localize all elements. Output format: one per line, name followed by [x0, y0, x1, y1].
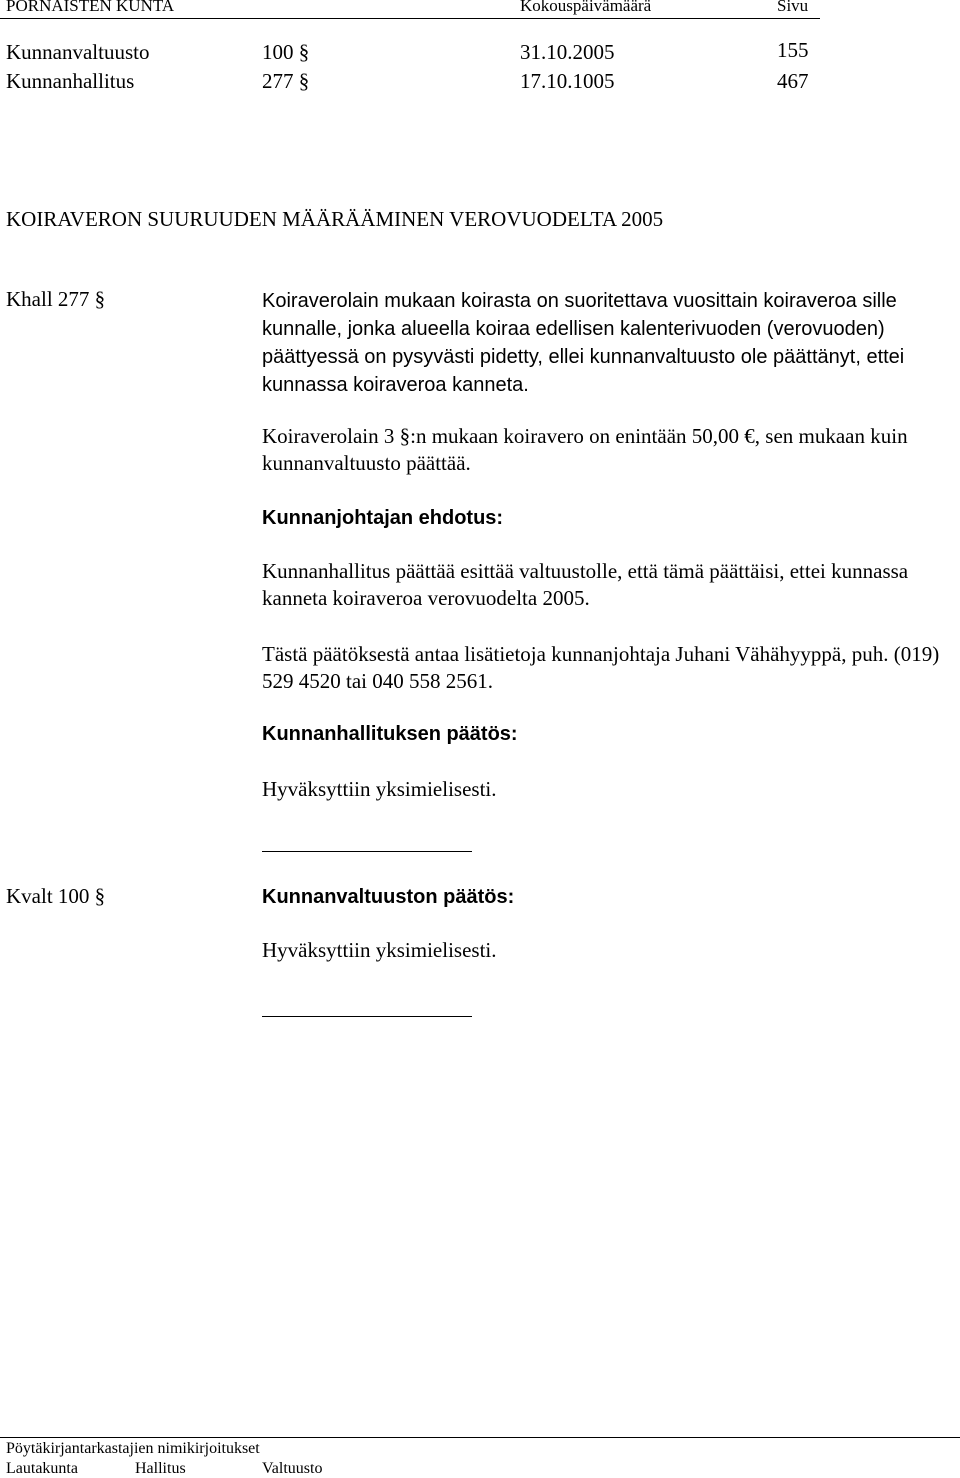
info-text: Tästä päätöksestä antaa lisätietoja kunnanjohtaja Juhani Vähähyyppä, puh. (019) 529 4520 tai 040 558 2561. [262, 642, 940, 693]
header-date-label: Kokouspäivämäärä [520, 0, 652, 15]
board-decision-text: Hyväksyttiin yksimielisesti. [262, 777, 497, 801]
meeting-date-board: 17.10.1005 [520, 69, 615, 93]
board-decision-heading: Kunnanhallituksen päätös: [262, 723, 518, 745]
footer-divider [0, 1437, 960, 1438]
footer-col-board: Hallitus [135, 1460, 186, 1477]
meeting-section-board: 277 § [262, 69, 310, 93]
separator-line [262, 1016, 472, 1017]
khall-paragraph-2: Koiraverolain 3 §:n mukaan koiravero on enintään 50,00 €, sen mukaan kuin kunnanvaltuusto päättää. [262, 424, 908, 475]
meeting-body-board: Kunnanhallitus [6, 69, 135, 93]
footer-signatures-label: Pöytäkirjantarkastajien nimikirjoitukset [6, 1440, 260, 1457]
municipality-name: PORNAISTEN KUNTA [6, 0, 175, 15]
proposal-heading: Kunnanjohtajan ehdotus: [262, 507, 504, 529]
council-decision-text: Hyväksyttiin yksimielisesti. [262, 938, 497, 962]
meeting-date-council: 31.10.2005 [520, 40, 615, 64]
separator-line [262, 851, 472, 852]
meeting-body-council: Kunnanvaltuusto [6, 40, 150, 64]
council-decision-heading: Kunnanvaltuuston päätös: [262, 886, 515, 908]
header-page-label: Sivu [777, 0, 809, 15]
footer-col-committee: Lautakunta [6, 1460, 78, 1477]
footer-col-council: Valtuusto [262, 1460, 323, 1477]
document-title: KOIRAVERON SUURUUDEN MÄÄRÄÄMINEN VEROVUODELTA 2005 [6, 207, 664, 231]
khall-paragraph-1: Koiraverolain mukaan koirasta on suoritettava vuosittain koiraveroa sille kunnalle, jonka alueella koiraa edellisen kalenterivuoden (verovuoden) päättyessä on pysyvästi pidetty, ellei kunnanvaltuusto ole päättänyt, ettei kunnassa koiraveroa kanneta. [262, 290, 905, 396]
meeting-section-council: 100 § [262, 40, 310, 64]
kvalt-section-label: Kvalt 100 § [6, 884, 106, 908]
khall-section-label: Khall 277 § [6, 287, 106, 311]
meeting-page-board: 467 [777, 69, 809, 93]
header-divider [0, 18, 820, 19]
proposal-text: Kunnanhallitus päättää esittää valtuustolle, että tämä päättäisi, ettei kunnassa kanneta koiraveroa verovuodelta 2005. [262, 559, 909, 610]
meeting-page-council: 155 [777, 38, 809, 62]
